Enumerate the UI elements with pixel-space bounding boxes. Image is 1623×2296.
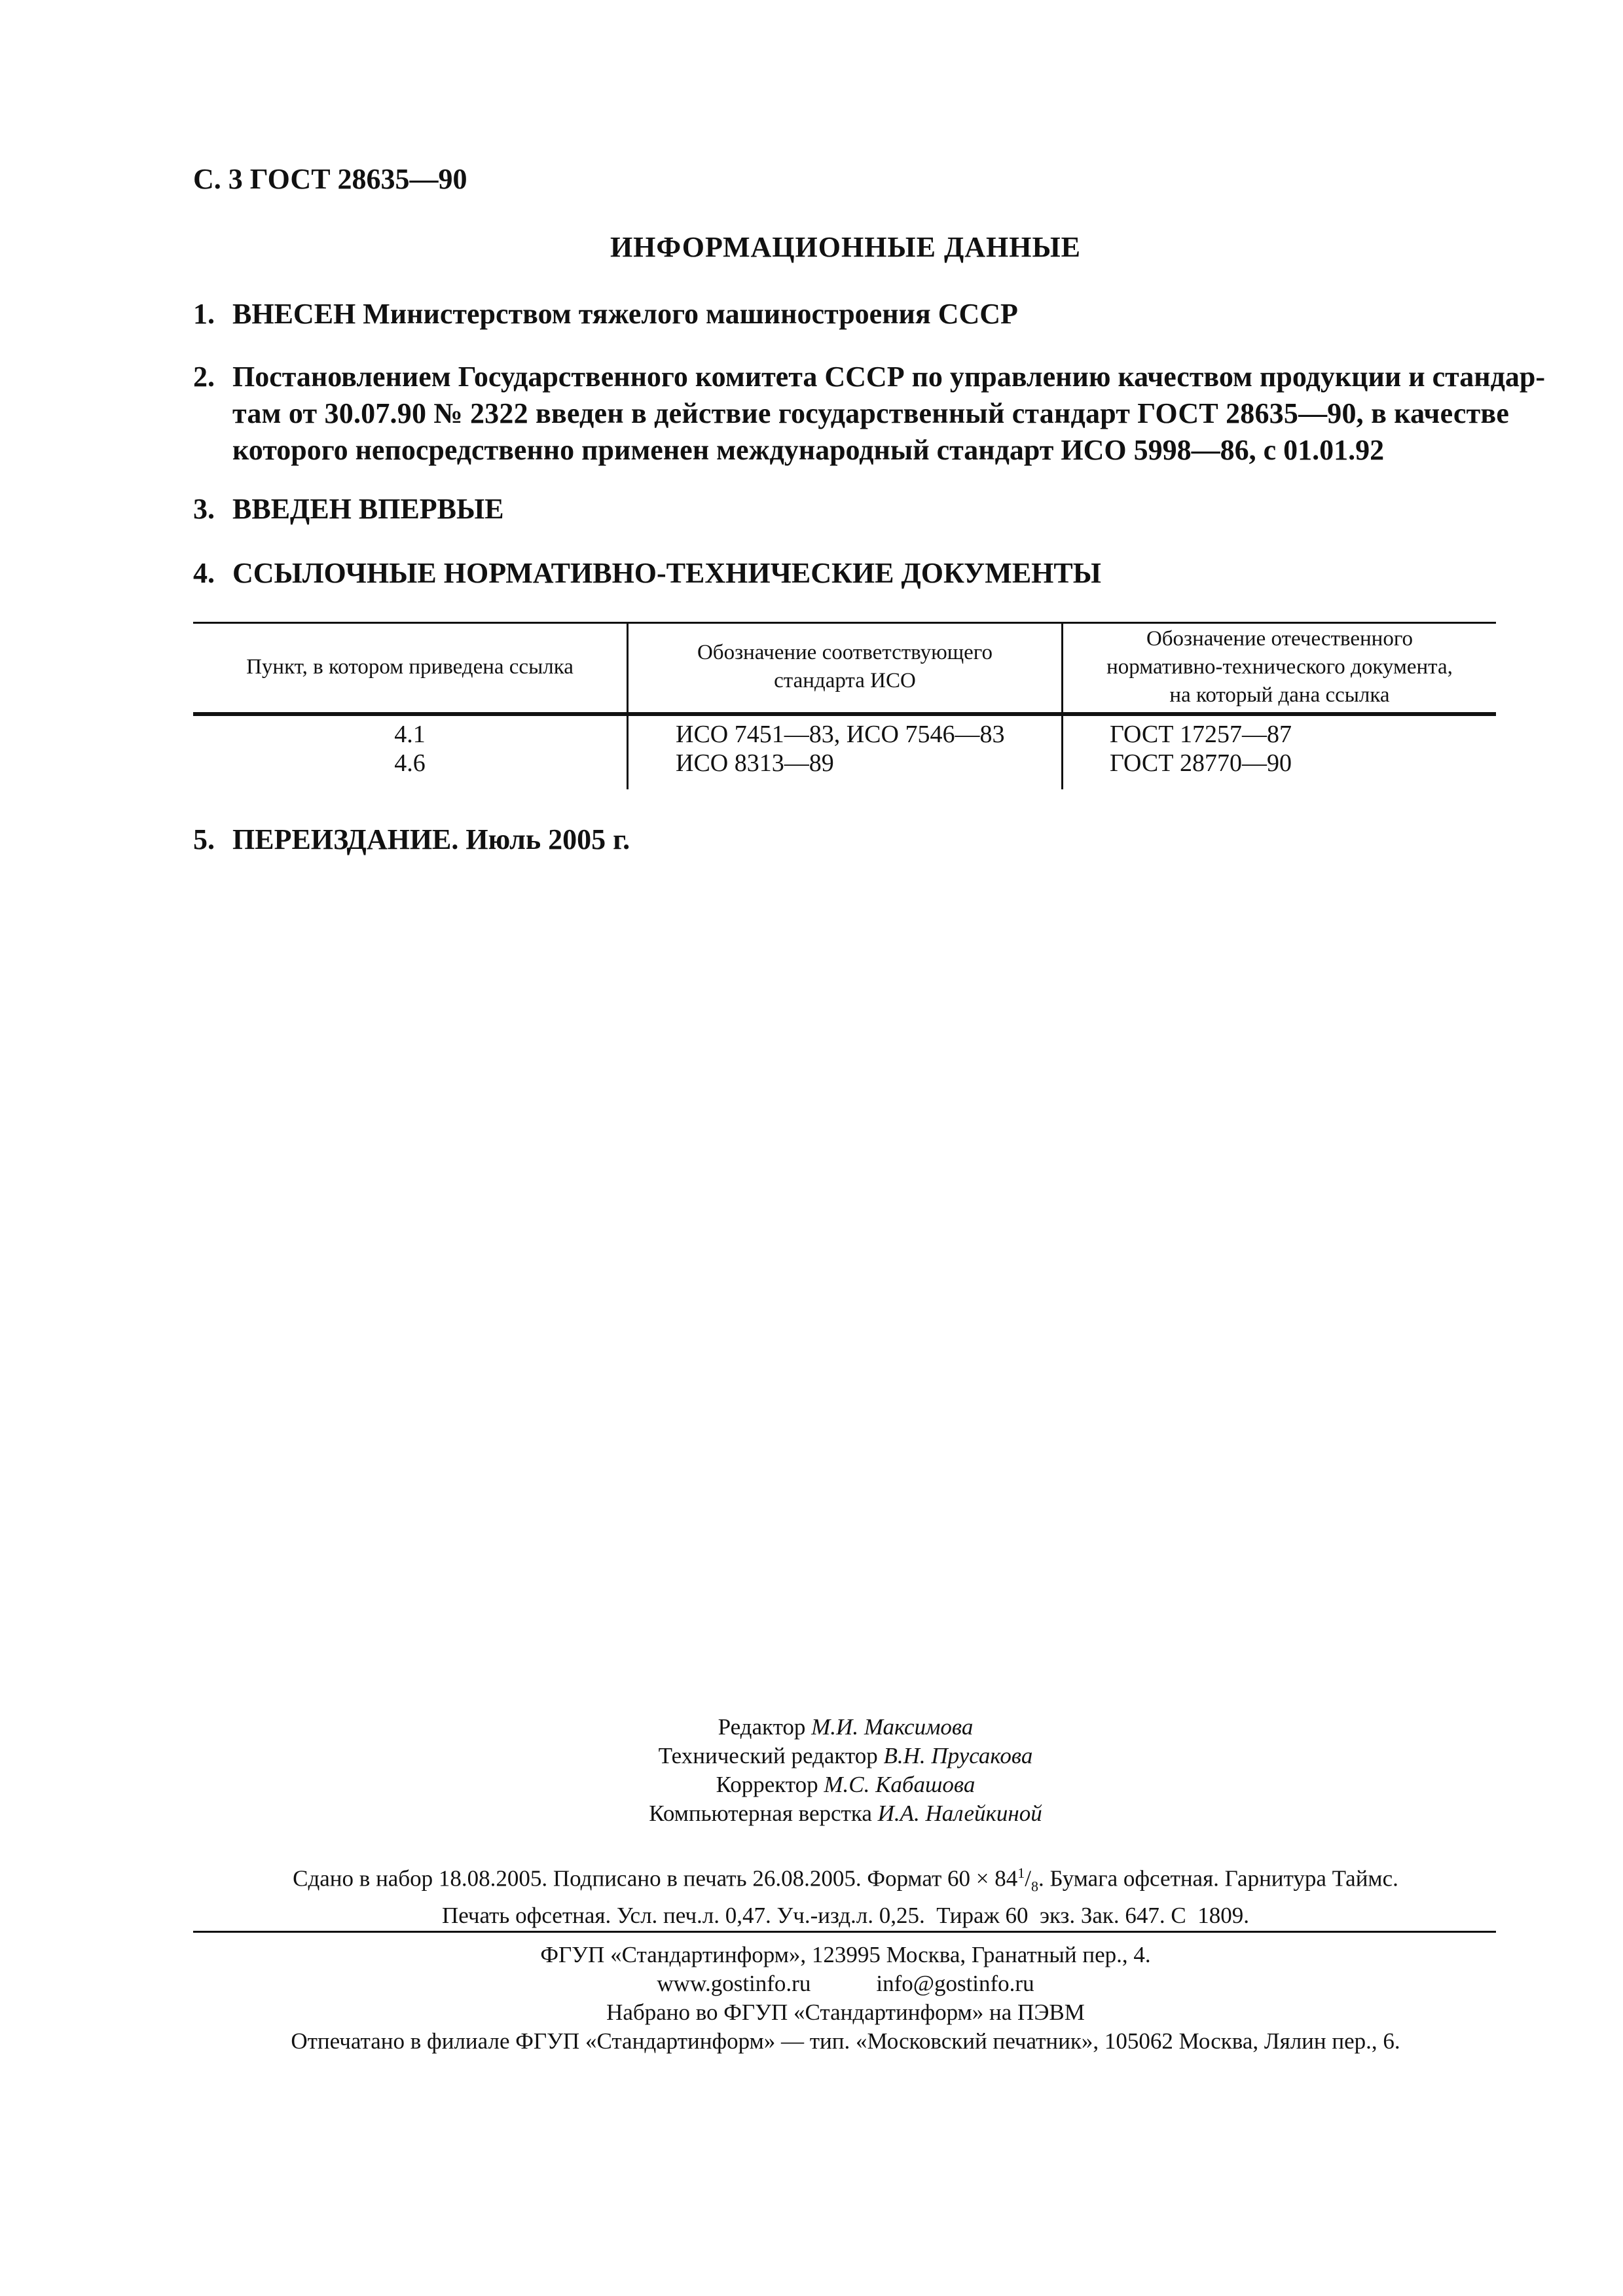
header-line: нормативно-технического документа, <box>1106 655 1453 679</box>
page-header: С. 3 ГОСТ 28635—90 <box>193 163 467 195</box>
imprint-print-details <box>0 1859 1623 1930</box>
item-text-block <box>232 359 1623 469</box>
item-text: ВВЕДЕН ВПЕРВЫЕ <box>232 493 504 525</box>
publisher-website-link[interactable]: www.gostinfo.ru <box>657 1971 811 1996</box>
table-cell: 4.6 <box>394 749 426 777</box>
table-header-rule <box>193 712 1496 716</box>
tech-editor-label: Технический редактор <box>658 1743 878 1768</box>
print-line-2: Печать офсетная. Усл. печ.л. 0,47. Уч.-изд.л. 0,25. Тираж 60 экз. Зак. 647. С 1809. <box>441 1902 1250 1928</box>
header-line: стандарта ИСО <box>774 669 916 692</box>
document-title: ИНФОРМАЦИОННЫЕ ДАННЫЕ <box>610 231 1082 263</box>
item-text: ССЫЛОЧНЫЕ НОРМАТИВНО-ТЕХНИЧЕСКИЕ ДОКУМЕНТЫ <box>232 557 1101 589</box>
item-number: 1. <box>193 298 215 330</box>
table-cell: ИСО 7451—83, ИСО 7546—83 <box>676 721 1005 748</box>
tech-editor-name: В.Н. Прусакова <box>883 1743 1033 1768</box>
table-cell: ГОСТ 17257—87 <box>1110 721 1292 748</box>
item-number: 4. <box>193 557 215 589</box>
item-text: ВНЕСЕН Министерством тяжелого машиностроения СССР <box>232 298 1018 330</box>
header-line: на который дана ссылка <box>1169 683 1390 707</box>
item-text-line: там от 30.07.90 № 2322 введен в действие государственный стандарт ГОСТ 28635—90, в качестве <box>232 397 1510 429</box>
publisher-address: ФГУП «Стандартинформ», 123995 Москва, Гранатный пер., 4. <box>540 1942 1151 1967</box>
table-cell: ИСО 8313—89 <box>676 749 834 777</box>
publisher-email-link[interactable]: info@gostinfo.ru <box>876 1971 1034 1996</box>
item-number: 2. <box>193 361 215 393</box>
editor-name: М.И. Максимова <box>811 1714 974 1740</box>
corrector-name: М.С. Кабашова <box>824 1772 976 1797</box>
table-cell: ГОСТ 28770—90 <box>1110 749 1292 777</box>
item-text-line: которого непосредственно применен международный стандарт ИСО 5998—86, с 01.01.92 <box>232 434 1385 466</box>
header-line: Пункт, в котором приведена ссылка <box>246 655 574 679</box>
corrector-line <box>0 1770 1623 1799</box>
editor-line <box>0 1713 1623 1742</box>
table-header-cell <box>193 622 627 712</box>
table-header-cell <box>1063 622 1496 712</box>
table-header-cell <box>629 622 1061 712</box>
print-line-1: Сдано в набор 18.08.2005. Подписано в печать 26.08.2005. Формат $60 \times 84^1/_8$. Бумага офсетная. Гарнитура Таймс. <box>293 1865 1398 1895</box>
item-text: ПЕРЕИЗДАНИЕ. Июль 2005 г. <box>232 823 630 855</box>
publisher-contacts <box>0 1969 1623 1998</box>
layout-label: Компьютерная верстка <box>649 1801 872 1826</box>
editor-label: Редактор <box>718 1714 806 1740</box>
header-line: Обозначение отечественного <box>1146 626 1413 651</box>
imprint-divider <box>193 1931 1496 1933</box>
corrector-label: Корректор <box>716 1772 818 1797</box>
imprint-editors <box>0 1713 1623 1828</box>
tech-editor-line <box>0 1742 1623 1770</box>
header-line: Обозначение соответствующего <box>697 641 993 664</box>
reference-documents-table <box>193 622 1496 789</box>
layout-name: И.А. Налейкиной <box>877 1801 1042 1826</box>
layout-line <box>0 1799 1623 1828</box>
imprint-publisher <box>0 1941 1623 2056</box>
table-cell: 4.1 <box>394 721 426 748</box>
publisher-printed: Отпечатано в филиале ФГУП «Стандартинформ» — тип. «Московский печатник», 105062 Москва, Лялин пер., 6. <box>291 2028 1400 2054</box>
item-number: 3. <box>193 493 215 525</box>
item-text-line: Постановлением Государственного комитета СССР по управлению качеством продукции и стандар- <box>232 361 1545 393</box>
publisher-typeset: Набрано во ФГУП «Стандартинформ» на ПЭВМ <box>606 2000 1085 2025</box>
item-number: 5. <box>193 823 215 855</box>
